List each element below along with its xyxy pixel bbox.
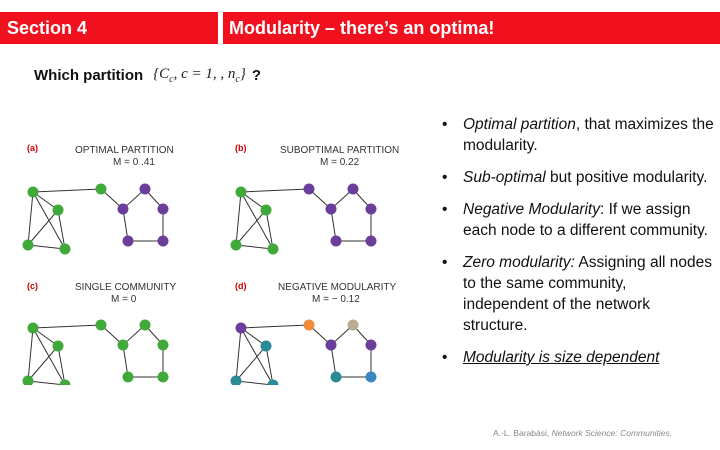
network-node [236,323,247,334]
citation-footer: A.-L. Barabási, Network Science: Communities. [493,428,673,438]
panel-modularity-value: M = 0 [111,294,137,305]
network-node [123,372,134,383]
network-node [158,236,169,247]
network-edge [33,325,101,328]
network-node [304,184,315,195]
panel-single-community [23,281,177,385]
network-partition-panels [0,130,425,385]
network-node [158,204,169,215]
bullet-negative: • Negative Modularity: If we assign each node to a different community. [440,199,715,241]
network-node [331,236,342,247]
network-node [326,340,337,351]
panel-letter: (d) [235,281,247,291]
network-node [28,323,39,334]
network-edge [28,328,33,381]
network-node [326,204,337,215]
partition-formula: {$C_c$, c = 1, , $n_c$} [153,66,246,85]
network-node [268,244,279,255]
panel-letter: (c) [27,281,38,291]
slide-title: Modularity – there’s an optima! [223,12,720,44]
network-node [118,340,129,351]
network-node [96,184,107,195]
network-node [348,320,359,331]
partition-question [34,66,261,85]
network-node [366,236,377,247]
question-prefix: Which partition [34,67,144,84]
panel-negative-modularity [231,281,397,385]
network-node [231,240,242,251]
network-node [158,340,169,351]
network-node [366,204,377,215]
bullet-optimal: • Optimal partition, that maximizes the modularity. [440,114,715,156]
panel-modularity-value: M = 0 .41 [113,157,155,168]
network-node [236,187,247,198]
network-node [118,204,129,215]
network-edge [33,189,101,192]
network-node [140,320,151,331]
network-node [53,205,64,216]
network-node [140,184,151,195]
panel-modularity-value: M = 0.22 [320,157,360,168]
network-edge [236,192,241,245]
bullet-zero: • Zero modularity: Assigning all nodes to the same community, independent of the network structure. [440,252,715,336]
bullet-size-dependent: • Modularity is size dependent [440,347,715,368]
network-edge [236,245,273,249]
network-node [304,320,315,331]
network-node [60,244,71,255]
panel-title: SINGLE COMMUNITY [75,282,177,293]
question-mark: ? [251,67,262,84]
network-node [123,236,134,247]
network-edge [241,325,309,328]
network-node [158,372,169,383]
panel-optimal-partition [23,143,174,255]
network-node [60,380,71,386]
network-node [268,380,279,386]
network-edge [241,189,309,192]
network-edge [28,245,65,249]
network-node [366,372,377,383]
network-edge [236,328,241,381]
explanation-list [440,114,715,379]
network-edge [236,381,273,385]
panel-letter: (b) [235,143,247,153]
network-node [331,372,342,383]
network-node [96,320,107,331]
panel-title: NEGATIVE MODULARITY [278,282,397,293]
panel-suboptimal-partition [231,143,400,255]
panel-title: OPTIMAL PARTITION [75,145,174,156]
network-node [261,205,272,216]
network-edge [28,381,65,385]
panel-title: SUBOPTIMAL PARTITION [280,145,400,156]
network-edge [28,192,33,245]
network-node [366,340,377,351]
section-label: Section 4 [0,12,218,44]
network-node [348,184,359,195]
network-node [261,341,272,352]
bullet-suboptimal: • Sub-optimal but positive modularity. [440,167,715,188]
network-node [28,187,39,198]
panel-letter: (a) [27,143,38,153]
network-node [23,240,34,251]
network-node [53,341,64,352]
panel-modularity-value: M = − 0.12 [312,294,360,305]
